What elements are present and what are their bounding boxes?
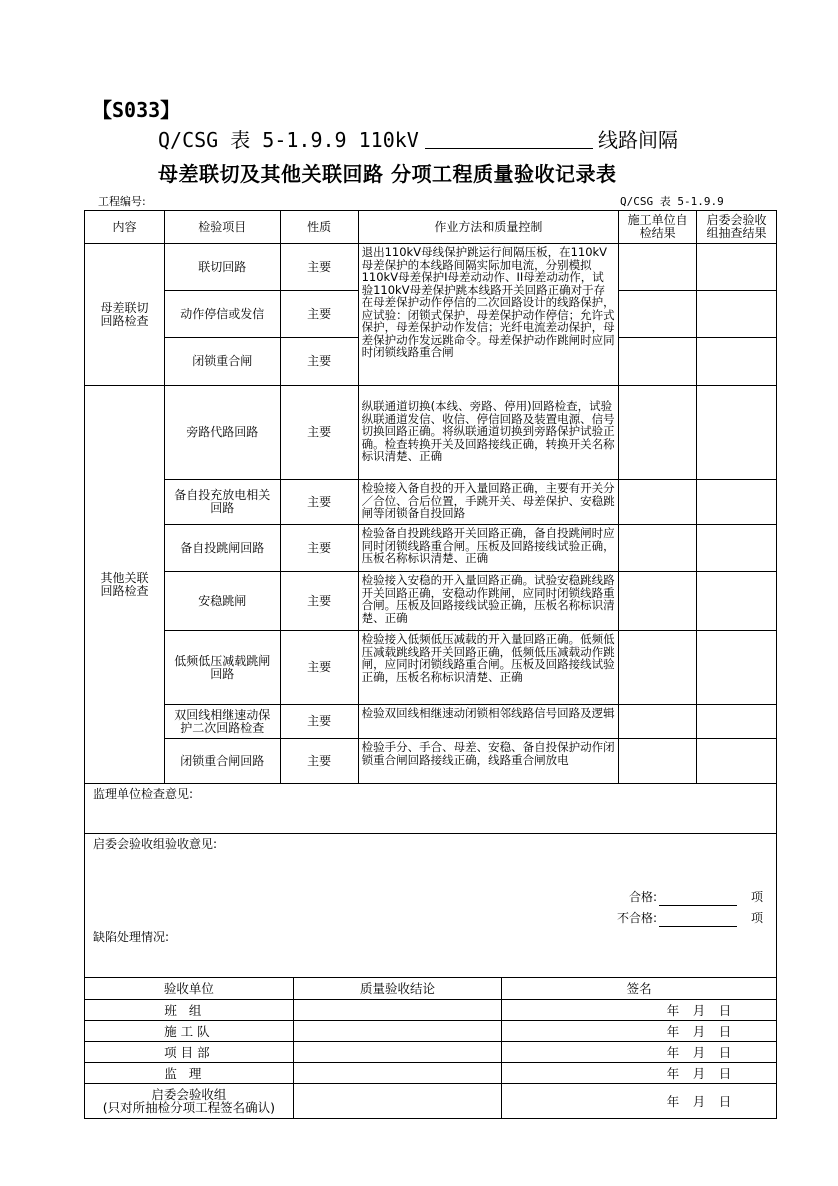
committee-opinion-cell[interactable] xyxy=(85,834,777,978)
signature-header-row xyxy=(85,978,777,1000)
group-mother-diff-check: 母差联切回路检查 xyxy=(85,244,165,386)
spot-check-cell[interactable] xyxy=(697,525,777,572)
spot-check-cell[interactable] xyxy=(697,338,777,386)
item-cell: 旁路代路回路 xyxy=(164,386,280,480)
table-row xyxy=(85,525,777,572)
table-row xyxy=(85,631,777,705)
signature-table xyxy=(84,977,777,1119)
header-method: 作业方法和质量控制 xyxy=(358,211,619,244)
spot-check-cell[interactable] xyxy=(697,244,777,291)
signature-cell[interactable]: 年 月 日 xyxy=(502,1021,777,1042)
self-check-cell[interactable] xyxy=(619,572,697,631)
title-suffix: 线路间隔 xyxy=(598,128,678,152)
method-cell: 检验备自投跳线路开关回路正确，备自投跳闸时应同时闭锁线路重合闸。压板及回路接线试验正确，压板名称标识清楚、正确 xyxy=(358,525,619,572)
nature-cell: 主要 xyxy=(280,480,358,525)
method-cell: 纵联通道切换(本线、旁路、停用)回路检查，试验纵联通道发信、收信、停信回路及装置电源、信号切换回路正确。将纵联通道切换到旁路保护试验正确。检查转换开关及回路接线正确，转换开关名称标识清楚、正确 xyxy=(358,386,619,480)
self-check-cell[interactable] xyxy=(619,244,697,291)
spot-check-cell[interactable] xyxy=(697,739,777,784)
header-nature: 性质 xyxy=(280,211,358,244)
item-cell: 双回线相继速动保护二次回路检查 xyxy=(164,705,280,739)
committee-opinion-label: 启委会验收组验收意见: xyxy=(93,837,218,851)
self-check-cell[interactable] xyxy=(619,739,697,784)
nature-cell: 主要 xyxy=(280,291,358,338)
nature-cell: 主要 xyxy=(280,739,358,784)
table-row xyxy=(85,1042,777,1063)
table-row xyxy=(85,1021,777,1042)
spot-check-cell[interactable] xyxy=(697,631,777,705)
nature-cell: 主要 xyxy=(280,338,358,386)
self-check-cell[interactable] xyxy=(619,631,697,705)
pass-count-blank[interactable] xyxy=(659,905,737,906)
nature-cell: 主要 xyxy=(280,244,358,291)
self-check-cell[interactable] xyxy=(619,480,697,525)
committee-opinion-row xyxy=(85,834,777,978)
conclusion-cell[interactable] xyxy=(293,1021,502,1042)
form-code: 【S033】 xyxy=(92,98,181,122)
table-row xyxy=(85,572,777,631)
spot-check-cell[interactable] xyxy=(697,386,777,480)
spot-check-cell[interactable] xyxy=(697,572,777,631)
table-row xyxy=(85,244,777,291)
conclusion-cell[interactable] xyxy=(293,1000,502,1021)
item-cell: 低频低压减载跳闸回路 xyxy=(164,631,280,705)
conclusion-cell[interactable] xyxy=(293,1084,502,1119)
signature-cell[interactable]: 年 月 日 xyxy=(502,1063,777,1084)
self-check-cell[interactable] xyxy=(619,386,697,480)
header-self-check: 施工单位自检结果 xyxy=(619,211,697,244)
unit-cell: 施工队 xyxy=(85,1021,294,1042)
self-check-cell[interactable] xyxy=(619,291,697,338)
table-header-row xyxy=(85,211,777,244)
unit-cell: 监理 xyxy=(85,1063,294,1084)
unit-cell xyxy=(85,1084,294,1119)
committee-unit-label: 启委会验收组 xyxy=(151,1087,227,1102)
table-row xyxy=(85,386,777,480)
header-unit: 验收单位 xyxy=(85,978,294,1000)
item-cell: 闭锁重合闸 xyxy=(164,338,280,386)
header-item: 检验项目 xyxy=(164,211,280,244)
conclusion-cell[interactable] xyxy=(293,1063,502,1084)
table-row xyxy=(85,1063,777,1084)
fail-count-blank[interactable] xyxy=(659,926,737,927)
supervisor-opinion-cell[interactable] xyxy=(85,784,777,834)
title-prefix: Q/CSG 表 5-1.9.9 110kV xyxy=(158,128,419,152)
supervisor-opinion-row xyxy=(85,784,777,834)
self-check-cell[interactable] xyxy=(619,338,697,386)
method-cell: 检验接入安稳的开入量回路正确。试验安稳跳线路开关回路正确，安稳动作跳闸，应同时闭锁线路重合闸。压板及回路接线试验正确，压板名称标识清楚、正确 xyxy=(358,572,619,631)
form-number: Q/CSG 表 5-1.9.9 xyxy=(620,195,724,208)
table-row xyxy=(85,739,777,784)
method-cell: 退出110kV母线保护跳运行间隔压板，在110kV母差保护的本线路间隔实际加电流，分别模拟110kV母差保护I母差动动作、II母差动动作，试验110kV母差保护跳本线路开关回路正确对于存在母差保护动作停信的二次回路设计的线路保护，应试验：闭锁式保护，母差保护动作停信；允许式保护，母差保护动作发信；光纤电流差动保护，母差保护动作发远跳命令。母差保护动作跳闸时应同时闭锁线路重合闸 xyxy=(358,244,619,386)
signature-cell[interactable]: 年 月 日 xyxy=(502,1042,777,1063)
table-row xyxy=(85,1084,777,1119)
defect-label: 缺陷处理情况: xyxy=(93,930,170,944)
header-spot-check: 启委会验收组抽查结果 xyxy=(697,211,777,244)
table-row xyxy=(85,1000,777,1021)
method-cell: 检验双回线相继速动闭锁相邻线路信号回路及逻辑 xyxy=(358,705,619,739)
project-no-label: 工程编号: xyxy=(98,195,146,208)
self-check-cell[interactable] xyxy=(619,705,697,739)
supervisor-opinion-label: 监理单位检查意见: xyxy=(93,787,194,801)
nature-cell: 主要 xyxy=(280,386,358,480)
self-check-cell[interactable] xyxy=(619,525,697,572)
item-cell: 联切回路 xyxy=(164,244,280,291)
nature-cell: 主要 xyxy=(280,705,358,739)
inspection-table xyxy=(84,210,777,978)
signature-cell[interactable]: 年 月 日 xyxy=(502,1084,777,1119)
title-line-2: 母差联切及其他关联回路 分项工程质量验收记录表 xyxy=(158,162,617,186)
pass-unit: 项 xyxy=(751,890,764,904)
line-name-blank[interactable] xyxy=(425,148,593,149)
spot-check-cell[interactable] xyxy=(697,705,777,739)
header-signature: 签名 xyxy=(502,978,777,1000)
signature-cell[interactable]: 年 月 日 xyxy=(502,1000,777,1021)
item-cell: 备自投跳闸回路 xyxy=(164,525,280,572)
nature-cell: 主要 xyxy=(280,572,358,631)
table-row xyxy=(85,705,777,739)
item-cell: 安稳跳闸 xyxy=(164,572,280,631)
spot-check-cell[interactable] xyxy=(697,291,777,338)
method-cell: 检验手分、手合、母差、安稳、备自投保护动作闭锁重合闸回路接线正确，线路重合闸放电 xyxy=(358,739,619,784)
spot-check-cell[interactable] xyxy=(697,480,777,525)
unit-cell: 项目部 xyxy=(85,1042,294,1063)
table-row xyxy=(85,480,777,525)
pass-label: 合格: xyxy=(628,890,657,904)
item-cell: 闭锁重合闸回路 xyxy=(164,739,280,784)
fail-label: 不合格: xyxy=(616,911,657,925)
committee-unit-note: (只对所抽检分项工程签名确认) xyxy=(102,1100,275,1115)
fail-unit: 项 xyxy=(751,911,764,925)
item-cell: 备自投充放电相关回路 xyxy=(164,480,280,525)
nature-cell: 主要 xyxy=(280,631,358,705)
unit-cell: 班组 xyxy=(85,1000,294,1021)
header-content: 内容 xyxy=(85,211,165,244)
method-cell: 检验接入低频低压减载的开入量回路正确。低频低压减载跳线路开关回路正确，低频低压减载动作跳闸，应同时闭锁线路重合闸。压板及回路接线试验正确，压板名称标识清楚、正确 xyxy=(358,631,619,705)
method-cell: 检验接入备自投的开入量回路正确，主要有开关分／合位、合后位置，手跳开关、母差保护、安稳跳闸等闭锁备自投回路 xyxy=(358,480,619,525)
conclusion-cell[interactable] xyxy=(293,1042,502,1063)
group-other-related-check: 其他关联回路检查 xyxy=(85,386,165,784)
item-cell: 动作停信或发信 xyxy=(164,291,280,338)
header-conclusion: 质量验收结论 xyxy=(293,978,502,1000)
nature-cell: 主要 xyxy=(280,525,358,572)
